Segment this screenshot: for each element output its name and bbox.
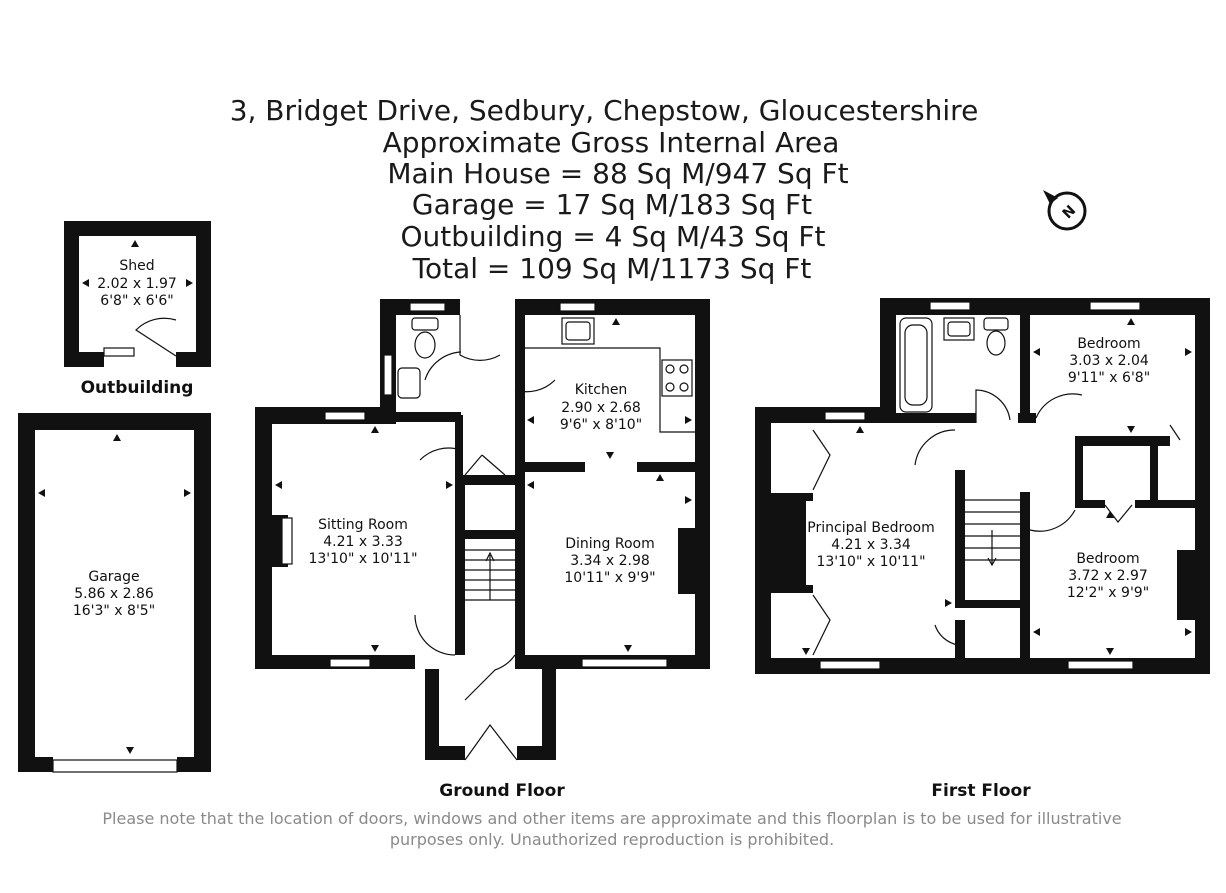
garage-name: Garage <box>88 569 140 585</box>
sitting-room-name: Sitting Room <box>318 517 408 533</box>
garage-metric: 5.86 x 2.86 <box>74 586 154 602</box>
shed-metric: 2.02 x 1.97 <box>97 276 177 292</box>
dining-room-imperial: 10'11" x 9'9" <box>564 570 656 586</box>
kitchen-name: Kitchen <box>574 382 628 398</box>
principal-bedroom-name: Principal Bedroom <box>807 520 935 536</box>
bedroom-small-metric: 3.03 x 2.04 <box>1069 353 1149 369</box>
first-floor-label: First Floor <box>931 781 1031 801</box>
area-subtitle: Approximate Gross Internal Area <box>382 126 840 159</box>
disclaimer-line-2: purposes only. Unauthorized reproduction is prohibited. <box>389 830 835 849</box>
shed-name: Shed <box>119 258 155 274</box>
kitchen-metric: 2.90 x 2.68 <box>561 400 641 416</box>
principal-bedroom-metric: 4.21 x 3.34 <box>831 537 911 553</box>
total-area: Total = 109 Sq M/1173 Sq Ft <box>412 252 812 285</box>
disclaimer-line-1: Please note that the location of doors, windows and other items are approximate and this floorplan is to be used for illustrative <box>102 809 1122 828</box>
outbuilding-label: Outbuilding <box>80 378 194 398</box>
principal-bedroom-imperial: 13'10" x 10'11" <box>816 554 926 570</box>
garage-imperial: 16'3" x 8'5" <box>72 603 156 619</box>
address-title: 3, Bridget Drive, Sedbury, Chepstow, Gloucestershire <box>229 94 979 127</box>
header <box>230 94 979 285</box>
main-house-area: Main House = 88 Sq M/947 Sq Ft <box>387 157 849 190</box>
bedroom-large-name: Bedroom <box>1076 551 1140 567</box>
ground-floor-plan <box>255 299 710 760</box>
shed-imperial: 6'8" x 6'6" <box>100 293 174 309</box>
kitchen-imperial: 9'6" x 8'10" <box>559 417 643 433</box>
sitting-room-imperial: 13'10" x 10'11" <box>308 551 418 567</box>
garage-area: Garage = 17 Sq M/183 Sq Ft <box>411 188 813 221</box>
bedroom-small-imperial: 9'11" x 6'8" <box>1067 370 1151 386</box>
bedroom-large-metric: 3.72 x 2.97 <box>1068 568 1148 584</box>
garage-plan <box>18 413 211 772</box>
outbuilding-area: Outbuilding = 4 Sq M/43 Sq Ft <box>400 220 826 253</box>
bedroom-large-imperial: 12'2" x 9'9" <box>1066 585 1150 601</box>
dining-room-name: Dining Room <box>565 536 655 552</box>
sitting-room-metric: 4.21 x 3.33 <box>323 534 403 550</box>
compass-icon <box>1043 190 1085 229</box>
shed-plan <box>64 221 211 367</box>
bedroom-small-name: Bedroom <box>1077 336 1141 352</box>
ground-floor-label: Ground Floor <box>439 781 565 801</box>
compass-label: N <box>1059 202 1080 223</box>
first-floor-plan <box>755 298 1210 674</box>
dining-room-metric: 3.34 x 2.98 <box>570 553 650 569</box>
